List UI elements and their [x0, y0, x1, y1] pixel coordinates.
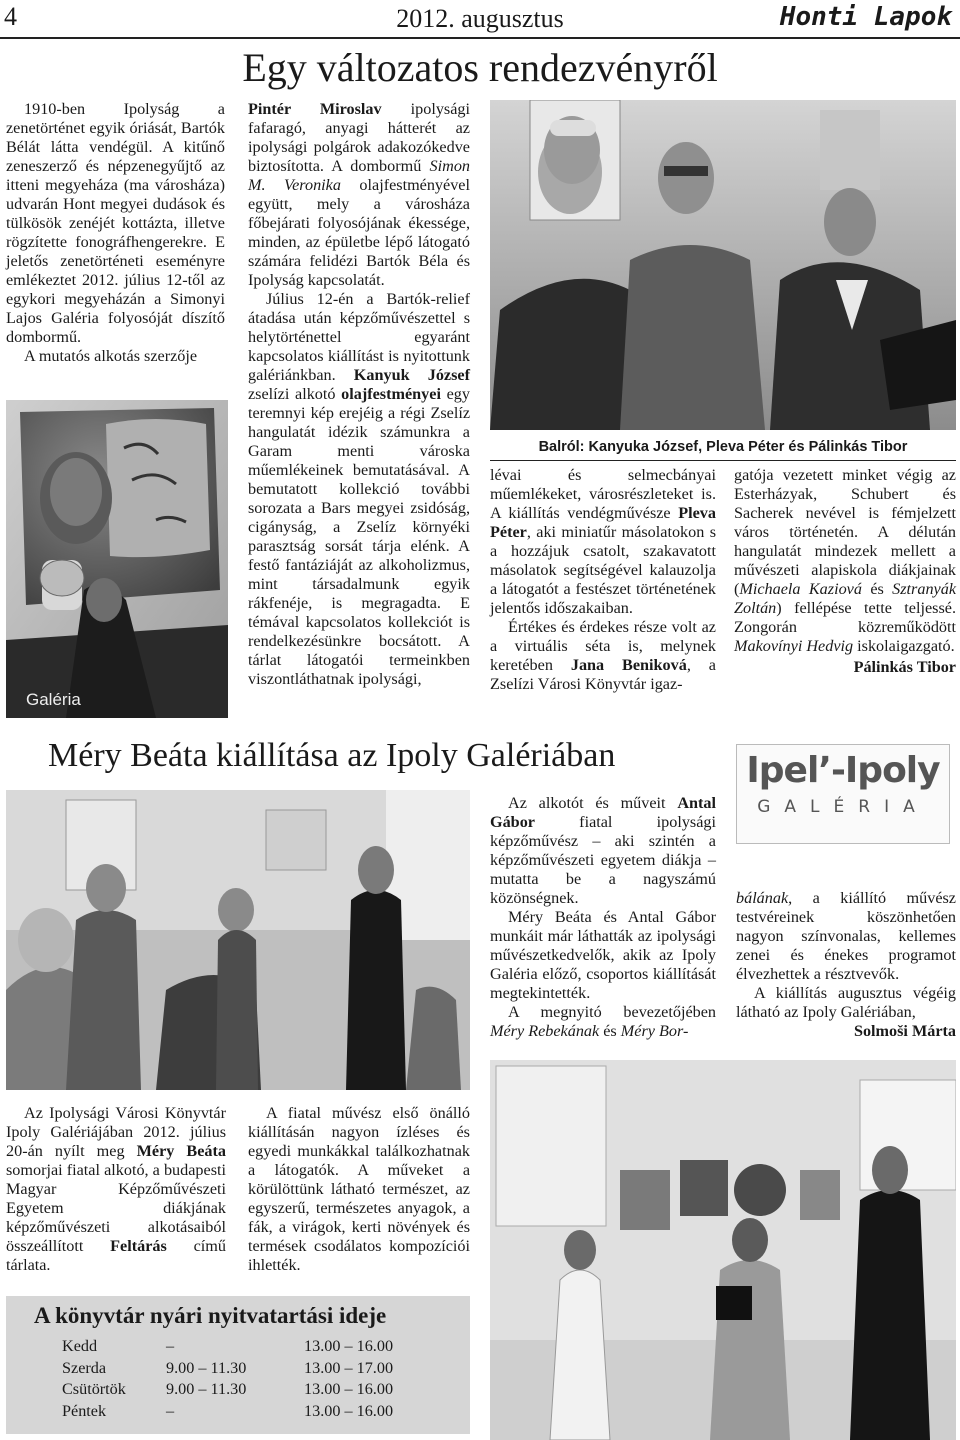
article1-col1-paragraph: 1910-ben Ipolyság a zenetörténet egyik óriását, Bartók Bélát látta vendégül. A kitűnő zeneszerző és népzenegyűjtő az itteni megyeháza (ma városháza) udvarán Hont megyei dudások és tülkösök zenéjét kottázta, illetve rögzítette fonográfhengerekre. E jeletős zenetörténeti eseményre emlékeztet 2012. július 12-től az egykori megyeházán a Simonyi Lajos Galéria folyosóját díszítő dombormű. [6, 100, 225, 346]
issue-date: 2012. augusztus [396, 4, 564, 33]
relief-photo [6, 400, 228, 718]
relief-photo-label: Galéria [26, 690, 81, 709]
caption-rule [490, 460, 956, 461]
exhibition-crowd-photo [6, 790, 470, 1090]
publication-title: Honti Lapok [779, 2, 952, 32]
group-photo [490, 100, 956, 430]
group-photo-caption: Balról: Kanyuka József, Pleva Péter és Pálinkás Tibor [538, 439, 908, 455]
exhibition-opening-photo [490, 1060, 956, 1440]
article2-rightcol [736, 889, 956, 1041]
article1-col4-paragraph1: gatója vezetett minket végig az Esterházyak, Schubert és Sacherek nevével is fémjelzett város történetén. A délután hangulatát mindezek mellett a művészeti alapiskola diákjainak (Michaela Kaziová és Sztranyák Zoltán) fellépése tette teljessé. Zongorán közreműködött Makovínyi Hedvig iskolaigazgató. [734, 466, 956, 655]
article1-author: Pálinkás Tibor [853, 658, 956, 676]
name-pinter-miroslav: Pintér Miroslav [248, 100, 382, 118]
opening-hours-row: Csütörtök 9.00 – 11.30 13.00 – 16.00 [62, 1380, 394, 1398]
article2-midcol-paragraph2: Méry Beáta és Antal Gábor munkáit már láthatták az ipolysági művészetkedvelők, akik az Ipoly Galéria előző, csoportos kiállítását megtekintették. [490, 908, 716, 1002]
article2-midcol [490, 794, 716, 1041]
article2-bottom-col2-paragraph: A fiatal művész első önálló kiállításán nagyon ízléses és egyedi munkákkal találkozhatnak a látogatók. A műveket a körülöttünk látható természet, az egyszerű, természetes anyagok, a fák, a virágok, kerti növények és termések csodálatos kompozíciói ihlették. [248, 1104, 470, 1274]
relief-photo-graphic [6, 400, 228, 718]
article1-col2 [248, 100, 470, 689]
article2-bottom-col1 [6, 1104, 226, 1275]
article1-col4 [734, 466, 956, 677]
opening-hours-table [62, 1336, 462, 1422]
article1-col1-paragraph2: A mutatós alkotás szerzője [24, 347, 198, 365]
name-antal-gabor: Antal Gábor [490, 794, 716, 831]
exhibition-crowd-photo-graphic [6, 790, 470, 1090]
article1-col3-paragraph2: Értékes és érdekes része volt az a virtuális séta is, melynek keretében Jana Beniková, a Zselízi Városi Könyvtár igaz- [490, 618, 716, 693]
article1-col2-paragraph1: Pintér Miroslav ipolysági fafaragó, anyagi hátterét az ipolysági polgárok adakozókedve biztosította. A dombormű Simon M. Veronika olajfestményével együtt, mely a városháza főbejárati folyosójának ékessége, minden, az épületbe lépő látogató számára felidézi Bartók Béla és Ipolyság kapcsolatát. [248, 100, 470, 289]
header-rule [0, 37, 960, 39]
gallery-logo-line2: GALÉRIA [757, 797, 929, 817]
article2-rightcol-paragraph1: bálának, a kiállító művész testvéreinek köszönhetően nagyon színvonalas, kellemes zenei és énekes programot élvezhettek a résztvevők. [736, 889, 956, 983]
group-photo-graphic [490, 100, 956, 430]
article2-rightcol-paragraph2: A kiállítás augusztus végéig látható az Ipoly Galériában, [736, 984, 956, 1021]
opening-hours-row: Kedd – 13.00 – 16.00 [62, 1337, 394, 1355]
opening-hours-row: Péntek – 13.00 – 16.00 [62, 1401, 394, 1420]
page-number: 4 [4, 2, 17, 31]
article2-author: Solmoši Márta [853, 1022, 956, 1040]
opening-hours-row: Szerda 9.00 – 11.30 13.00 – 17.00 [62, 1358, 394, 1377]
exhibition-opening-photo-graphic [490, 1060, 956, 1440]
article2-midcol-paragraph3: A megnyitó bevezetőjében Méry Rebekának és Méry Bor- [490, 1003, 716, 1040]
name-jana-benikova: Jana Beniková [570, 656, 687, 674]
article2-headline: Méry Beáta kiállítása az Ipoly Galériában [48, 737, 616, 774]
article1-col2-paragraph2: Július 12-én a Bartók-relief átadása után képzőművészettel s helytörténettel egyaránt kapcsolatos kiállítást is nyitottunk galériánkban. Kanyuk József zselízi alkotó olajfestményei egy teremnyi kép erejéig a régi Zselíz hangulatát idézik számunkra a Garam menti városka műemlékeinek bemutatásával. A bemutatott kollekció további sorozata a Bars megyei zsidóság, cigányság, a Zselíz környéki parasztság sorsát tárja elénk. A festő fantáziáját az alkoholizmus, mint társadalmunk egyik rákfenéje, is megragadta. E témával kapcsolatos kollekciót is rendelkezésünkre bocsátott. A tárlat látogatói termeinkben viszontláthatnak ipolysági, [248, 290, 470, 688]
article1-col1 [6, 100, 225, 366]
gallery-logo [736, 744, 950, 844]
article2-bottom-col1-paragraph: Az Ipolysági Városi Könyvtár Ipoly Galériájában 2012. július 20-án nyílt meg Méry Beáta somorjai fiatal alkotó, a budapesti Magyar Képzőművészeti Egyetem diákjának képzőművészeti alkotásaiból összeállított Feltárás című tárlata. [6, 1104, 226, 1274]
article2-bottom-col2 [248, 1104, 470, 1275]
name-mery-beata: Méry Beáta [136, 1142, 226, 1160]
opening-hours-box [6, 1296, 470, 1434]
name-pleva-peter: Pleva Péter [490, 504, 716, 541]
article1-col3-paragraph1: lévai és selmecbányai műemlékeket, városrészleteket is. A kiállítás vendégművésze Pleva Péter, aki miniatűr másolatokon s a hozzájuk csatolt, szakavatott másolatok segítségével kalauzolja a látogatót a festészet történetének jelentős időszakaiban. [490, 466, 716, 617]
article2-midcol-paragraph1: Az alkotót és műveit Antal Gábor fiatal ipolysági képzőművész – aki szintén a képzőművészeti egyetem diákja – mutatta be a nagyszámú közönségnek. [490, 794, 716, 907]
article1-headline: Egy változatos rendezvényről [242, 45, 718, 90]
name-kanyuk-jozsef: Kanyuk József [353, 366, 470, 384]
gallery-logo-line1: Ipel’-Ipoly [746, 750, 940, 791]
article1-col3 [490, 466, 716, 694]
opening-hours-title: A könyvtár nyári nyitvatartási ideje [34, 1303, 387, 1328]
